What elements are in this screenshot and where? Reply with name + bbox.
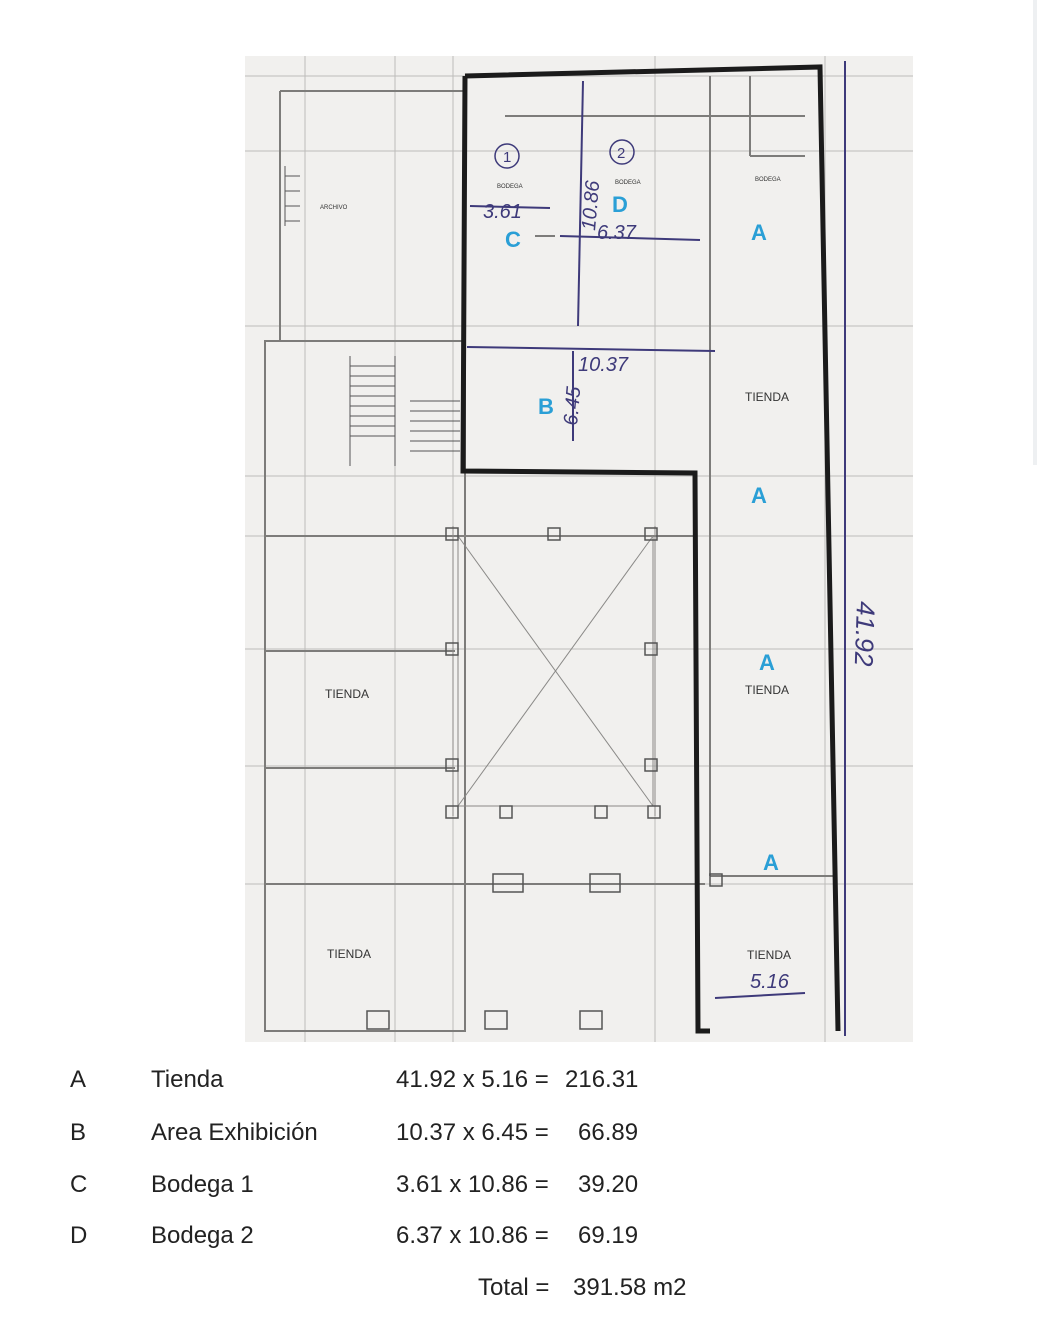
zone-letter: A [759,650,775,675]
area-calc: 6.37 x 10.86 = [396,1222,549,1249]
area-letter: A [70,1066,87,1093]
area-result: 69.19 [578,1222,639,1249]
dimension-annotation: 6.37 [597,222,636,244]
room-label: TIENDA [745,390,790,404]
dimension-annotation: 6.45 [560,385,586,427]
area-calc: 3.61 x 10.86 = [396,1171,549,1198]
area-name: Area Exhibición [151,1119,318,1146]
room-label: TIENDA [747,948,792,962]
area-result: 216.31 [565,1066,639,1093]
circle-label: 2 [617,145,626,162]
room-label: ARCHIVO [320,205,348,211]
area-letter: C [70,1171,88,1198]
total-label: Total = [478,1274,550,1301]
total-value: 391.58 m2 [573,1274,687,1301]
area-letter: D [70,1222,88,1249]
room-label: TIENDA [325,687,370,701]
room-label: BODEGA [755,177,781,183]
room-label: TIENDA [327,947,372,961]
area-calc: 41.92 x 5.16 = [396,1066,549,1093]
room-label: BODEGA [615,180,641,186]
zone-letter: A [751,220,767,245]
area-name: Bodega 2 [151,1222,254,1249]
zone-letter: B [538,394,554,419]
circle-label: 1 [503,149,512,166]
area-name: Tienda [151,1066,224,1093]
floor-plan [245,56,913,1042]
zone-letter: A [763,850,779,875]
area-name: Bodega 1 [151,1171,254,1198]
dimension-annotation: 3.61 [483,201,522,223]
area-result: 39.20 [578,1171,639,1198]
area-result: 66.89 [578,1119,639,1146]
room-label: TIENDA [745,683,790,697]
area-letter: B [70,1119,87,1146]
zone-letter: C [505,227,521,252]
dimension-annotation: 5.16 [750,971,789,993]
dimension-annotation: 10.37 [578,354,629,376]
area-calc: 10.37 x 6.45 = [396,1119,549,1146]
zone-letter: D [612,192,628,217]
dimension-annotation: 10.86 [578,179,605,232]
page-edge [1033,0,1037,465]
dimension-annotation: 41.92 [848,600,881,667]
room-label: BODEGA [497,184,523,190]
zone-letter: A [751,483,767,508]
